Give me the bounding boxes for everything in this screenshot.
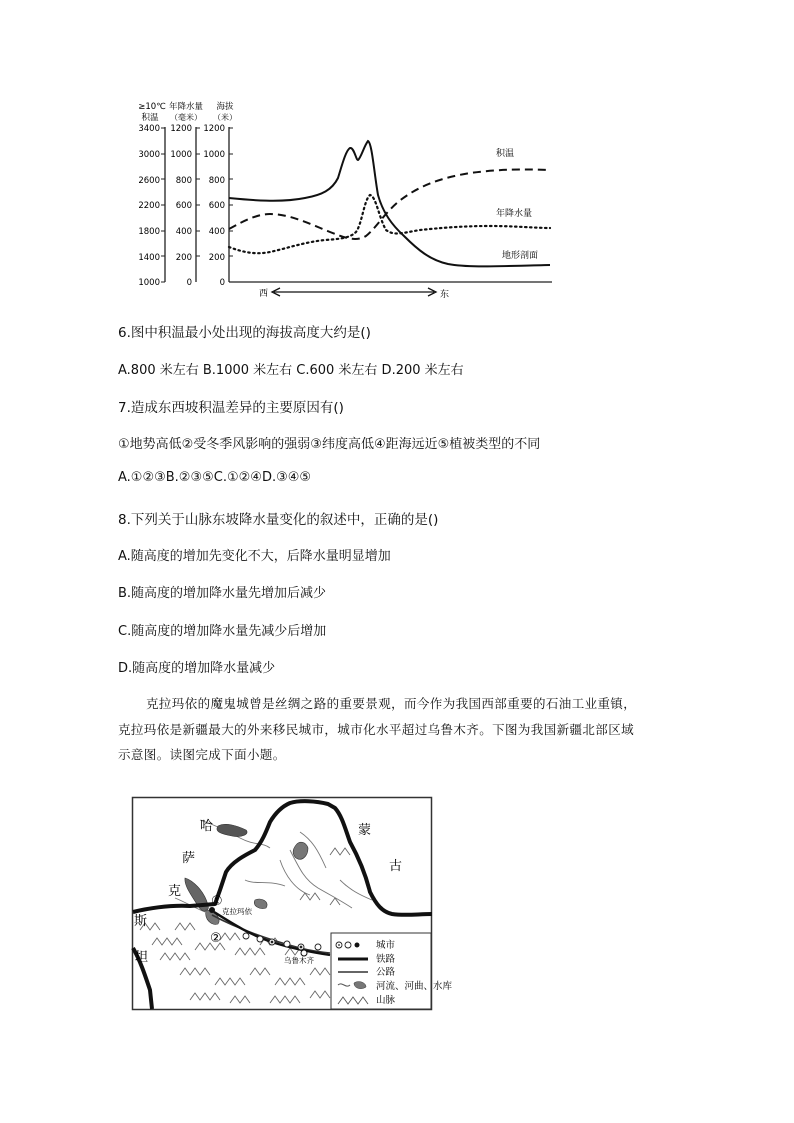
question-6-options: A.800 米左右 B.1000 米左右 C.600 米左右 D.200 米左右: [118, 363, 464, 378]
passage-line-2: 克拉玛依是新疆最大的外来移民城市，城市化水平超过乌鲁木齐。下图为我国新疆北部区域: [118, 722, 635, 737]
temp-ticks: [138, 124, 160, 288]
mongolia-char-2: 古: [389, 859, 403, 874]
precip-ticks: [170, 124, 192, 288]
profile-chart: [128, 98, 568, 303]
precip-axis-header-2: （毫米）: [170, 113, 202, 122]
precip-tick-label: 1200: [170, 124, 192, 134]
map-legend: [331, 933, 453, 1009]
elev-tick-label: 0: [219, 278, 225, 288]
series-label-precip: 年降水量: [496, 209, 533, 219]
kazakhstan-char-4: 斯: [134, 914, 148, 929]
mongolia-char-1: 蒙: [358, 823, 372, 838]
marker-2: ②: [210, 931, 222, 946]
temp-axis-header-1: ≥10℃: [138, 102, 166, 112]
terrain-profile-line: [229, 141, 550, 266]
series-label-temp: 积温: [496, 149, 515, 159]
temp-tick-label: 2600: [138, 176, 160, 186]
temp-axis-header-2: 积温: [141, 113, 159, 123]
elev-tick-label: 1200: [203, 124, 225, 134]
question-8-option-b: B.随高度的增加降水量先增加后减少: [118, 586, 327, 601]
temp-tick-label: 3000: [138, 150, 160, 160]
precip-tick-label: 1000: [170, 150, 192, 160]
kazakhstan-char-5: 坦: [135, 950, 149, 965]
series-label-terrain: 地形剖面: [502, 251, 539, 261]
elev-tick-label: 1000: [203, 150, 225, 160]
precip-axis-header-1: 年降水量: [168, 102, 204, 112]
elev-tick-label: 600: [208, 201, 225, 211]
elev-tick-label: 200: [208, 253, 225, 263]
x-label-west: 西: [259, 289, 269, 299]
elev-ticks: [203, 124, 225, 288]
passage-line-1: 克拉玛依的魔鬼城曾是丝绸之路的重要景观，而今作为我国西部重要的石油工业重镇，: [146, 696, 637, 711]
question-8-option-d: D.随高度的增加降水量减少: [118, 661, 276, 676]
urumqi-label: 乌鲁木齐: [284, 956, 314, 965]
legend-city: 城市: [376, 940, 396, 951]
elev-axis-header-2: （米）: [213, 113, 237, 122]
question-7-statement: ①地势高低②受冬季风影响的强弱③纬度高低④距海远近⑤植被类型的不同: [118, 437, 541, 452]
elev-axis-header-1: 海拔: [216, 102, 234, 112]
question-7-title: 7.造成东西坡积温差异的主要原因有(): [118, 400, 344, 416]
accumulated-temp-line: [229, 169, 550, 239]
kazakhstan-char-1: 哈: [200, 819, 214, 834]
legend-mountain: 山脉: [376, 995, 396, 1006]
precip-tick-label: 0: [186, 278, 192, 288]
temp-tick-label: 1400: [138, 253, 160, 263]
temp-tick-label: 1000: [138, 278, 160, 288]
precip-tick-label: 400: [175, 227, 192, 237]
precip-tick-label: 800: [175, 176, 192, 186]
legend-railway: 铁路: [376, 954, 396, 965]
elev-tick-label: 800: [208, 176, 225, 186]
question-7-options: A.①②③B.②③⑤C.①②④D.③④⑤: [118, 470, 312, 485]
question-8-option-c: C.随高度的增加降水量先减少后增加: [118, 624, 327, 639]
temp-tick-label: 2200: [138, 201, 160, 211]
elev-tick-label: 400: [208, 227, 225, 237]
legend-water: 河流、河曲、水库: [376, 981, 453, 992]
precip-tick-label: 200: [175, 253, 192, 263]
x-label-east: 东: [440, 290, 450, 300]
karamay-label: 克拉玛依: [222, 907, 252, 916]
kazakhstan-char-2: 萨: [182, 851, 196, 866]
temp-tick-label: 3400: [138, 124, 160, 134]
legend-road: 公路: [376, 967, 396, 978]
xinjiang-map: [130, 795, 453, 1013]
marker-1: ①: [211, 894, 223, 909]
temp-tick-label: 1800: [138, 227, 160, 237]
kazakhstan-char-3: 克: [168, 884, 182, 899]
passage-line-3: 示意图。读图完成下面小题。: [118, 747, 286, 762]
question-8-option-a: A.随高度的增加先变化不大，后降水量明显增加: [118, 549, 391, 564]
question-6-title: 6.图中积温最小处出现的海拔高度大约是(): [118, 325, 371, 341]
question-8-title: 8.下列关于山脉东坡降水量变化的叙述中，正确的是(): [118, 512, 439, 528]
precip-tick-label: 600: [175, 201, 192, 211]
precipitation-line: [229, 195, 550, 253]
